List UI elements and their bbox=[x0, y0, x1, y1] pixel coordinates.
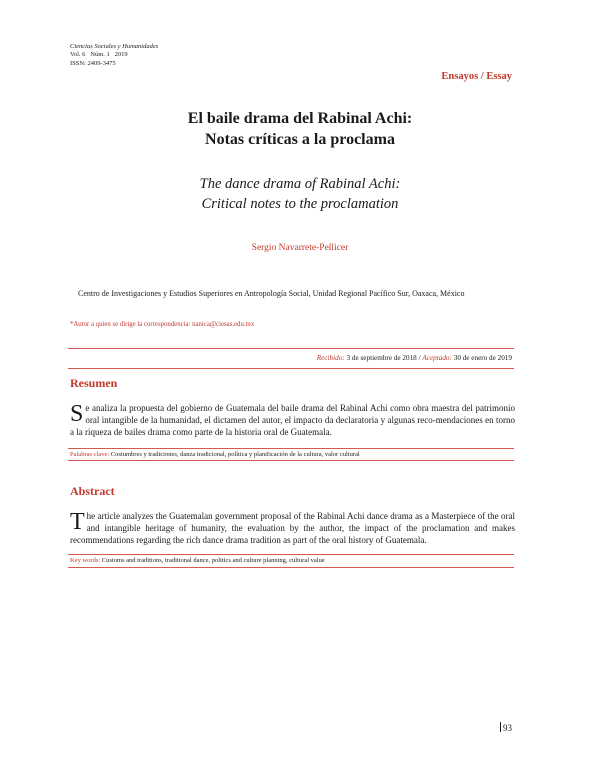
english-title-line-1: The dance drama of Rabinal Achi: bbox=[199, 176, 401, 192]
divider bbox=[68, 554, 514, 555]
abstract-text bbox=[70, 510, 515, 546]
keywords-es-label: Palabras clave: bbox=[70, 451, 110, 458]
keywords-en bbox=[70, 557, 325, 564]
year: 2019 bbox=[114, 51, 128, 58]
correspondence-note: *Autor a quien se dirige la correspondencia: nanica@ciesas.edu.mx bbox=[70, 321, 255, 328]
received-date: 3 de septiembre de 2018 bbox=[346, 354, 417, 362]
resumen-heading: Resumen bbox=[70, 376, 118, 390]
author-name: Sergio Navarrete-Pellicer bbox=[251, 243, 349, 253]
page-number-value: 93 bbox=[503, 723, 512, 733]
section-label: Ensayos / Essay bbox=[441, 71, 512, 82]
issn: ISSN: 2409-3475 bbox=[70, 60, 116, 67]
keywords-es-values: Costumbres y tradiciones, danza tradicional, política y planificación de la cultura, valor cultural bbox=[110, 451, 360, 458]
divider bbox=[68, 348, 514, 349]
resumen-body: e analiza la propuesta del gobierno de Guatemala del baile drama del Rabinal Achi como obra maestra del patrimonio oral intangible de la humanidad, el dictamen del autor, el impacto da declaratoria y algunas reco-mendaciones en torno a la riqueza de bailes drama como parte de la historia oral de Guatemala. bbox=[70, 403, 515, 437]
journal-name: Ciencias Sociales y Humanidades bbox=[70, 43, 159, 50]
divider bbox=[68, 460, 514, 461]
received-label: Recibido: bbox=[316, 354, 345, 362]
affiliation: Centro de Investigaciones y Estudios Superiores en Antropología Social, Unidad Regional Pacífico Sur, Oaxaca, México bbox=[78, 289, 465, 298]
keywords-en-label: Key words: bbox=[70, 557, 101, 564]
resumen-text bbox=[70, 402, 515, 438]
volume-line bbox=[70, 51, 128, 59]
divider bbox=[68, 567, 514, 568]
article-title-line-1: El baile drama del Rabinal Achi: bbox=[187, 110, 413, 127]
abstract-body: he article analyzes the Guatemalan government proposal of the Rabinal Achi dance drama as a Masterpiece of the oral and intangible heritage of humanity, the evaluation by the author, the impact of the proclamation and makes recommendations regarding the rich dance drama tradition as part of the oral history of Guatemala. bbox=[70, 511, 515, 545]
keywords-es bbox=[70, 451, 360, 458]
issue-number: Núm. 1 bbox=[90, 51, 110, 58]
divider bbox=[68, 448, 514, 449]
english-title-line-2: Critical notes to the proclamation bbox=[201, 196, 399, 212]
accepted-label: Aceptado: bbox=[422, 354, 452, 362]
dates-line bbox=[317, 354, 512, 362]
page-number-bar bbox=[500, 722, 501, 732]
accepted-date: 30 de enero de 2019 bbox=[453, 354, 512, 362]
volume: Vol. 6 bbox=[70, 51, 86, 58]
keywords-en-values: Customs and traditions, traditional dance, politics and culture planning, cultural value bbox=[101, 557, 325, 564]
resumen-dropcap: S bbox=[70, 401, 84, 427]
divider bbox=[68, 368, 514, 369]
page-number bbox=[500, 722, 512, 733]
abstract-heading: Abstract bbox=[70, 484, 115, 498]
dates-separator: / bbox=[418, 354, 421, 362]
article-title-line-2: Notas críticas a la proclama bbox=[205, 131, 395, 148]
abstract-dropcap: T bbox=[70, 509, 85, 535]
